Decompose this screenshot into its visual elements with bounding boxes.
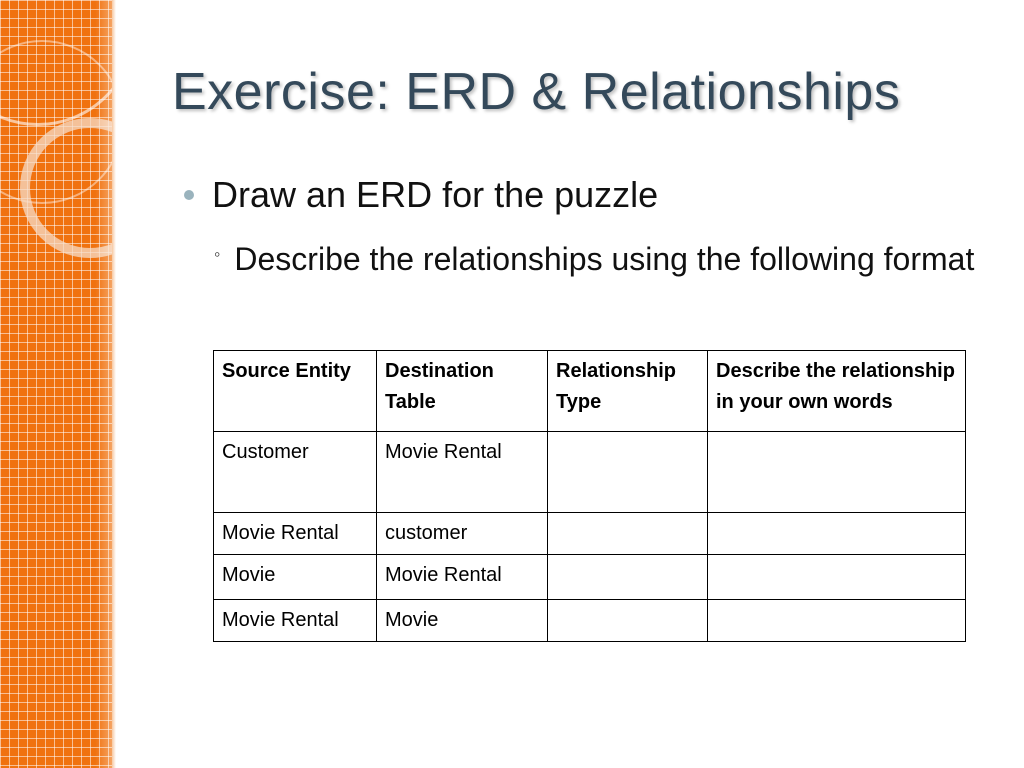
table-row xyxy=(214,432,966,513)
table-cell: Movie Rental xyxy=(377,555,548,600)
table-cell xyxy=(708,555,966,600)
sub-bullet-text: Describe the relationships using the following format xyxy=(234,241,975,277)
band-edge xyxy=(112,0,116,768)
table-cell xyxy=(708,513,966,555)
table-cell xyxy=(548,600,708,642)
header-source-entity: Source Entity xyxy=(214,351,377,432)
table-header-row xyxy=(214,351,966,432)
table-row xyxy=(214,600,966,642)
header-description: Describe the relationship in your own words xyxy=(708,351,966,432)
table-cell: Movie Rental xyxy=(214,513,377,555)
bullet-dot-icon xyxy=(184,190,194,200)
decorative-ring xyxy=(20,118,112,258)
relationships-table xyxy=(213,350,966,642)
table-cell xyxy=(548,513,708,555)
table-row xyxy=(214,513,966,555)
table-cell: Movie xyxy=(377,600,548,642)
table-row xyxy=(214,555,966,600)
table-cell xyxy=(708,432,966,513)
bullet-item xyxy=(184,174,658,216)
header-relationship-type: Relationship Type xyxy=(548,351,708,432)
table-cell: Customer xyxy=(214,432,377,513)
table-cell xyxy=(548,555,708,600)
table-cell: customer xyxy=(377,513,548,555)
header-destination-table: Destination Table xyxy=(377,351,548,432)
table-cell xyxy=(708,600,966,642)
table-cell: Movie xyxy=(214,555,377,600)
sub-bullet-item xyxy=(214,236,994,282)
bullet-text: Draw an ERD for the puzzle xyxy=(212,174,659,215)
decorative-ring xyxy=(0,40,112,204)
table-cell: Movie Rental xyxy=(377,432,548,513)
table-cell: Movie Rental xyxy=(214,600,377,642)
decorative-side-band xyxy=(0,0,112,768)
table-cell xyxy=(548,432,708,513)
decorative-ring xyxy=(0,0,112,126)
slide-title: Exercise: ERD & Relationships xyxy=(172,63,901,121)
sub-bullet-marker-icon: ◦ xyxy=(214,244,221,264)
